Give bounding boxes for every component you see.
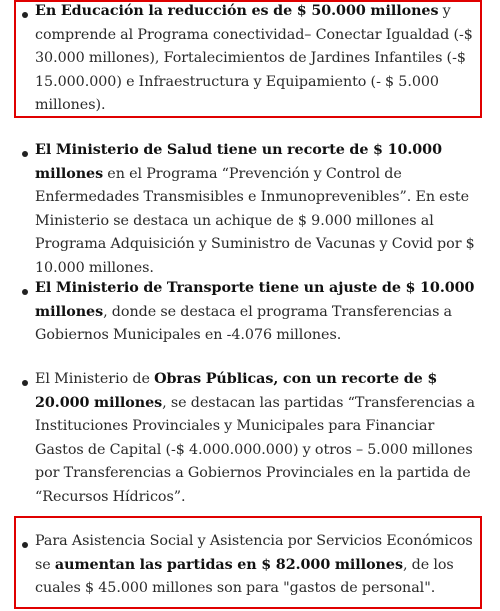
bold-phrase: Obras Públicas, con un recorte de $ 20.000 millones [35, 371, 438, 411]
bullet-icon [22, 12, 28, 18]
bold-phrase: aumentan las partidas en $ 82.000 millones [54, 556, 403, 573]
plain-text: El Ministerio de [35, 371, 155, 387]
plain-text: , de los cuales $ 45.000 millones son para "gastos de personal". [35, 556, 454, 596]
list-item-text [35, 277, 480, 348]
bullet-icon [22, 380, 28, 386]
plain-text: y comprende al Programa conectividad– Conectar Igualdad (-$ 30.000 millones), Fortalecimientos de Jardines Infantiles (-$ 15.000.000) e Infraestructura y Equipamiento (- $ 5.000 millones). [35, 3, 473, 113]
plain-text: Para Asistencia Social y Asistencia por Servicios Económicos se [35, 533, 473, 573]
bold-phrase: El Ministerio de Transporte tiene un ajuste de $ 10.000 millones [35, 280, 475, 320]
bullet-icon [22, 542, 28, 548]
bullet-icon [22, 289, 28, 295]
bold-phrase: En Educación la reducción es de $ 50.000 millones [35, 3, 439, 19]
list-item-text [35, 139, 480, 280]
bullet-icon [22, 151, 28, 157]
plain-text: en el Programa “Prevención y Control de Enfermedades Transmisibles e Inmunoprevenibles”. En este Ministerio se destaca un achique de $ 9.000 millones al Programa Adquisición y Suministro de Vacunas y Covid por $ 10.000 millones. [35, 165, 475, 276]
list-item-text [35, 0, 480, 118]
plain-text: , se destacan las partidas “Transferencias a Instituciones Provinciales y Municipales para Financiar Gastos de Capital (-$ 4.000.000.000) y otros – 5.000 millones por Transferencias a Gobiernos Provinciales en la partida de “Recursos Hídricos”. [35, 394, 475, 505]
plain-text: , donde se destaca el programa Transferencias a Gobiernos Municipales en -4.076 millones. [35, 303, 453, 343]
list-item-text [35, 530, 480, 601]
list-item-text [35, 368, 480, 509]
bold-phrase: El Ministerio de Salud tiene un recorte de $ 10.000 millones [35, 142, 442, 182]
